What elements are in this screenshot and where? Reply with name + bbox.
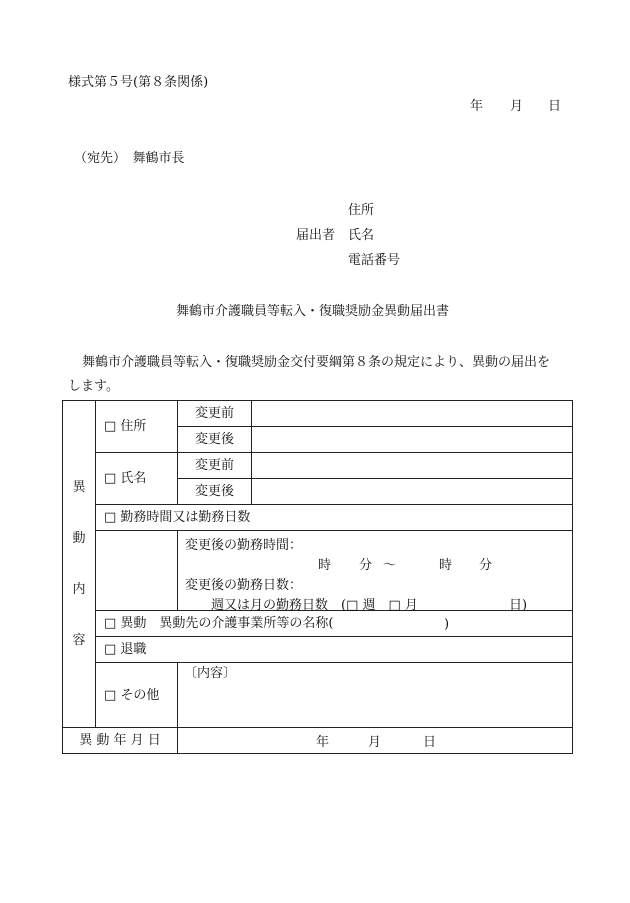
- work-detail-cell: [178, 531, 573, 611]
- work-min1[interactable]: 分: [359, 558, 373, 573]
- name-before-field[interactable]: [252, 453, 573, 479]
- other-content-label: 〔内容〕: [184, 666, 237, 681]
- change-date-field[interactable]: [178, 728, 573, 754]
- change-date-year: 年: [316, 735, 330, 750]
- name-after-field[interactable]: [252, 479, 573, 505]
- transfer-checkbox-label[interactable]: □ 異動 異動先の介護事業所等の名称(: [104, 616, 334, 631]
- work-hour1[interactable]: 時: [318, 558, 332, 573]
- retire-checkbox-label[interactable]: □ 退職: [96, 637, 573, 663]
- change-details-table: [62, 400, 573, 754]
- address-change-checkbox-label[interactable]: □ 住所: [96, 401, 178, 453]
- address-after-field[interactable]: [252, 427, 573, 453]
- work-spacer: [96, 531, 178, 611]
- work-change-checkbox-label[interactable]: □ 勤務時間又は勤務日数: [96, 505, 573, 531]
- transfer-row[interactable]: [96, 611, 573, 637]
- change-content-header: [63, 401, 96, 728]
- applicant-name-label: 氏名: [348, 228, 375, 243]
- other-content-field[interactable]: [178, 663, 573, 728]
- vertical-char-1: 異: [72, 480, 86, 495]
- vertical-char-3: 内: [72, 582, 86, 597]
- date-year-label: 年: [470, 99, 484, 114]
- vertical-char-2: 動: [72, 531, 86, 546]
- form-number: 様式第５号(第８条関係): [68, 75, 209, 90]
- change-date-day: 日: [423, 735, 437, 750]
- address-after-label: 変更後: [178, 427, 252, 453]
- transfer-close-paren: ): [444, 617, 450, 632]
- addressee: （宛先） 舞鶴市長: [74, 151, 185, 166]
- address-before-field[interactable]: [252, 401, 573, 427]
- work-days-label: 変更後の勤務日数：: [185, 578, 303, 593]
- change-date-label: 異 動 年 月 日: [63, 728, 178, 754]
- other-checkbox-label[interactable]: □ その他: [96, 663, 178, 728]
- name-after-label: 変更後: [178, 479, 252, 505]
- name-before-label: 変更前: [178, 453, 252, 479]
- applicant-phone-label: 電話番号: [348, 253, 401, 268]
- intro-line-2: します。: [68, 379, 119, 394]
- intro-line-1: 舞鶴市介護職員等転入・復職奨励金交付要綱第８条の規定により、異動の届出を: [82, 355, 551, 370]
- work-tilde: ～: [383, 558, 397, 573]
- vertical-char-4: 容: [72, 633, 86, 648]
- document-title: 舞鶴市介護職員等転入・復職奨励金異動届出書: [176, 304, 450, 319]
- work-hours-label: 変更後の勤務時間：: [185, 538, 303, 553]
- work-min2[interactable]: 分: [479, 558, 493, 573]
- work-days-end: 日): [509, 598, 528, 613]
- work-hour2[interactable]: 時: [439, 558, 453, 573]
- applicant-label: 届出者: [296, 228, 336, 243]
- applicant-address-label: 住所: [348, 203, 375, 218]
- address-before-label: 変更前: [178, 401, 252, 427]
- change-date-month: 月: [368, 735, 382, 750]
- work-days-line[interactable]: 週又は月の勤務日数 (□ 週 □ 月: [211, 598, 418, 613]
- date-month-label: 月: [510, 99, 524, 114]
- date-day-label: 日: [548, 99, 562, 114]
- name-change-checkbox-label[interactable]: □ 氏名: [96, 453, 178, 505]
